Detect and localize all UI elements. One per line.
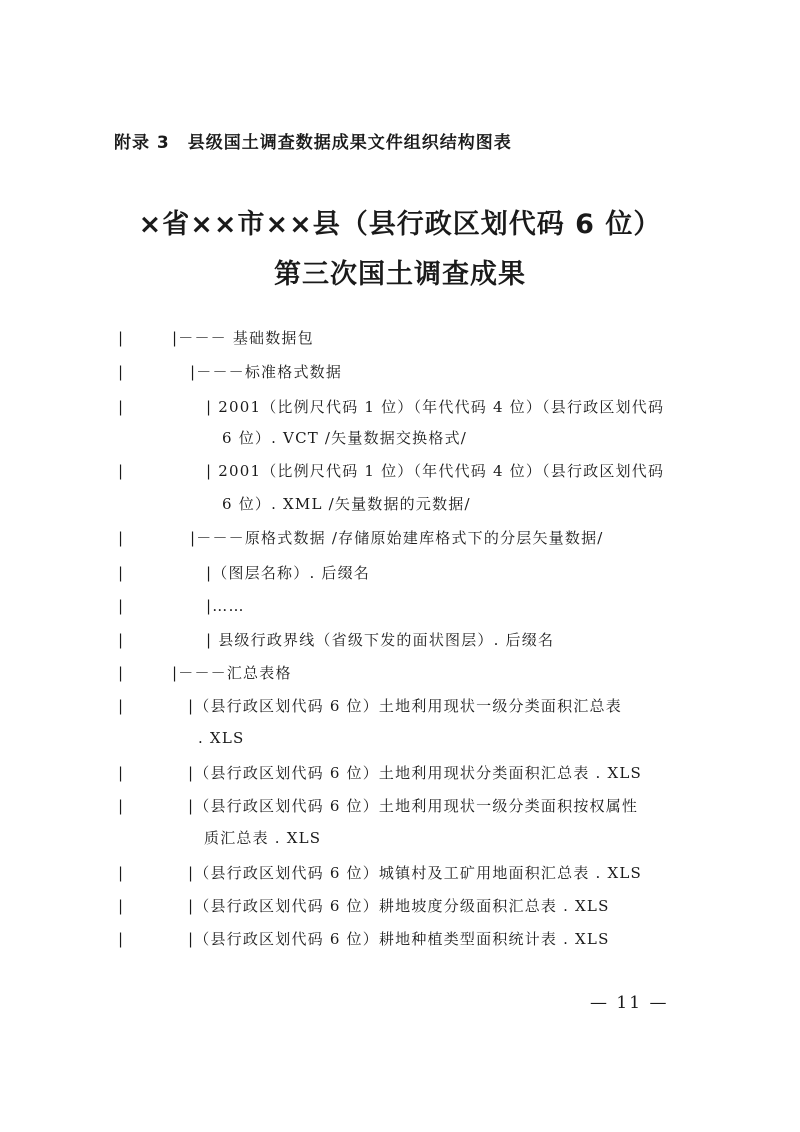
outer-bar: |	[118, 363, 124, 381]
tree-line: |（县行政区划代码 6 位）耕地种植类型面积统计表 . XLS	[188, 930, 610, 948]
tree-line: |（县行政区划代码 6 位）土地利用现状一级分类面积按权属性	[188, 797, 639, 815]
outer-bar: |	[118, 462, 124, 480]
tree-line: | 县级行政界线（省级下发的面状图层）. 后缀名	[206, 631, 555, 649]
outer-bar: |	[118, 864, 124, 882]
tree-line: 6 位）. XML /矢量数据的元数据/	[222, 495, 471, 513]
tree-line: |－－－原格式数据 /存储原始建库格式下的分层矢量数据/	[190, 529, 604, 547]
outer-bar: |	[118, 764, 124, 782]
tree-line: |……	[206, 597, 245, 615]
appendix-label: 附录 3	[114, 133, 170, 153]
main-title-line-1: ×省××市××县（县行政区划代码 6 位）	[138, 209, 662, 240]
outer-bar: |	[118, 529, 124, 547]
appendix-title: 县级国土调查数据成果文件组织结构图表	[187, 133, 512, 153]
tree-line: |（县行政区划代码 6 位）土地利用现状分类面积汇总表 . XLS	[188, 764, 642, 782]
outer-bar: |	[118, 930, 124, 948]
page-number: — 11 —	[590, 993, 669, 1013]
outer-bar: |	[118, 664, 124, 682]
tree-line: |－－－汇总表格	[172, 664, 292, 682]
tree-line: 质汇总表 . XLS	[204, 829, 322, 847]
outer-bar: |	[118, 398, 124, 416]
tree-line: . XLS	[198, 729, 245, 747]
tree-line: |（县行政区划代码 6 位）土地利用现状一级分类面积汇总表	[188, 697, 622, 715]
tree-line: |（图层名称）. 后缀名	[206, 564, 370, 582]
outer-bar: |	[118, 697, 124, 715]
tree-line: |（县行政区划代码 6 位）城镇村及工矿用地面积汇总表 . XLS	[188, 864, 642, 882]
tree-line: |－－－ 基础数据包	[172, 329, 314, 347]
outer-bar: |	[118, 897, 124, 915]
tree-line: | 2001（比例尺代码 1 位）（年代代码 4 位）（县行政区划代码	[206, 462, 665, 480]
tree-line: 6 位）. VCT /矢量数据交换格式/	[222, 429, 468, 447]
tree-line: |（县行政区划代码 6 位）耕地坡度分级面积汇总表 . XLS	[188, 897, 610, 915]
outer-bar: |	[118, 564, 124, 582]
tree-line: |－－－标准格式数据	[190, 363, 343, 381]
appendix-heading	[110, 128, 512, 153]
outer-bar: |	[118, 597, 124, 615]
outer-bar: |	[118, 631, 124, 649]
outer-bar: |	[118, 797, 124, 815]
tree-line: | 2001（比例尺代码 1 位）（年代代码 4 位）（县行政区划代码	[206, 398, 665, 416]
main-title-line-2: 第三次国土调查成果	[274, 259, 526, 290]
outer-bar: |	[118, 329, 124, 347]
